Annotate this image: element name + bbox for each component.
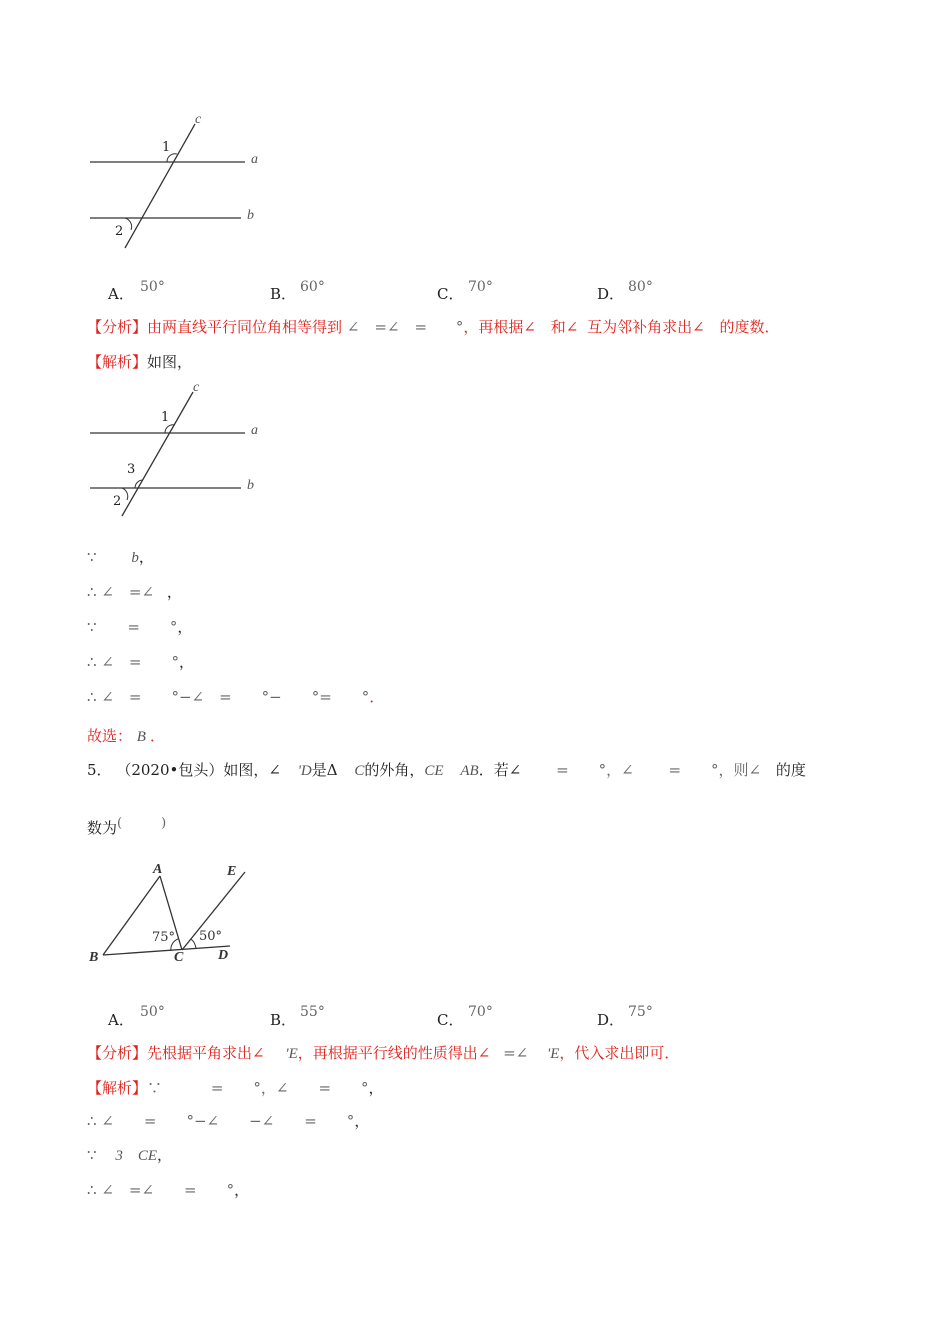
problem4-answer <box>87 725 165 746</box>
problem5-step-4 <box>87 1179 249 1200</box>
stem-equation-2: = °，则∠ <box>668 761 762 779</box>
solution-tag: 【解析】 <box>87 1079 148 1097</box>
analysis-text-2: ，再根据∠ <box>463 318 536 336</box>
analysis-text-3: ，代入求出即可． <box>559 1044 680 1062</box>
label-2: 2 <box>113 494 122 509</box>
step-tail: ， <box>138 548 154 566</box>
step-tail: ， <box>354 1112 370 1130</box>
label-b: b <box>247 478 254 493</box>
answer-tail: ． <box>149 727 165 745</box>
label-angle-50: 50° <box>199 929 223 944</box>
because-symbol: ∵ <box>147 1079 163 1097</box>
label-b: B <box>89 950 99 965</box>
problem5-step-2 <box>87 1110 369 1131</box>
label-a: A <box>153 862 163 877</box>
therefore-symbol: ∴ <box>87 653 97 671</box>
stem-triangle-c: C <box>354 763 365 779</box>
because-symbol: ∵ <box>87 618 97 636</box>
option-d-value: 80° <box>628 279 653 295</box>
problem4-step-5 <box>87 686 384 707</box>
option-a-label: A． <box>108 1011 134 1029</box>
option-c-value: 70° <box>468 279 493 295</box>
label-angle-75: 75° <box>152 930 176 945</box>
stem-ab: AB <box>460 763 479 779</box>
problem4-step-3 <box>87 616 192 637</box>
answer-value: B <box>136 729 146 745</box>
analysis-tag: 【分析】 <box>87 1044 148 1062</box>
label-a: a <box>251 152 258 167</box>
analysis-text-5: 的度数． <box>719 318 780 336</box>
problem5-step-1 <box>87 1077 384 1098</box>
angle-2-arc <box>122 488 128 500</box>
option-c-label: C． <box>437 285 464 303</box>
step-body: 3 CE <box>115 1148 157 1164</box>
because-symbol: ∵ <box>87 548 97 566</box>
problem-source: （2020•包头） <box>116 761 224 779</box>
answer-blank: ( ) <box>117 816 167 831</box>
line-c <box>125 124 195 248</box>
therefore-symbol: ∴ <box>87 1112 97 1130</box>
angle-50-arc <box>191 939 196 949</box>
problem5-analysis <box>87 1042 679 1063</box>
label-1: 1 <box>162 140 171 155</box>
stem-equation-1: = °，∠ <box>556 761 634 779</box>
analysis-equation: ∠ =∠ = <box>346 318 428 336</box>
stem-angle-d: 'D <box>297 763 312 779</box>
label-3: 3 <box>127 462 136 477</box>
problem4-solution-header <box>87 351 192 372</box>
label-c: C <box>174 950 184 965</box>
solution-tag: 【解析】 <box>87 353 148 371</box>
analysis-angle-e: 'E <box>285 1046 298 1062</box>
step-body: = °，∠ = ° <box>210 1079 369 1097</box>
option-c-value: 70° <box>468 1004 493 1020</box>
option-d-label: D． <box>597 285 625 303</box>
problem5-stem-line1 <box>87 759 806 780</box>
step-tail: ． <box>369 688 385 706</box>
parallel-lines-figure-1 <box>85 110 285 250</box>
problem4-step-2 <box>87 581 182 602</box>
label-2: 2 <box>115 224 124 239</box>
step-tail: ， <box>178 653 194 671</box>
analysis-text-4: 互为邻补角求出∠ <box>587 318 705 336</box>
problem4-analysis <box>87 316 779 337</box>
step-tail: ， <box>157 1146 173 1164</box>
analysis-text-1: 先根据平角求出∠ <box>147 1044 265 1062</box>
line-c <box>122 392 193 516</box>
step-tail: ， <box>166 583 182 601</box>
step-body: ∠ = °−∠ = °− °= ° <box>101 688 370 706</box>
therefore-symbol: ∴ <box>87 583 97 601</box>
label-d: D <box>218 948 229 963</box>
option-d-value: 75° <box>628 1004 653 1020</box>
therefore-symbol: ∴ <box>87 688 97 706</box>
angle-2-arc <box>125 218 132 230</box>
step-body: = ° <box>127 618 178 636</box>
step-body: ∠ =∠ <box>101 583 155 601</box>
problem5-step-3 <box>87 1144 172 1165</box>
option-d-label: D． <box>597 1011 625 1029</box>
label-e: E <box>227 864 237 879</box>
problem5-stem-line2 <box>87 812 166 838</box>
stem-text-4: ．若∠ <box>478 761 522 779</box>
analysis-angle-e-2: 'E <box>547 1046 560 1062</box>
stem-ce: CE <box>424 763 444 779</box>
analysis-degree: ° <box>455 318 464 336</box>
analysis-tag: 【分析】 <box>87 318 148 336</box>
option-b-label: B． <box>270 1011 297 1029</box>
option-b-label: B． <box>270 285 297 303</box>
step-tail: ， <box>177 618 193 636</box>
answer-label: 故选： <box>87 727 133 745</box>
option-c-label: C． <box>437 1011 464 1029</box>
option-a-value: 50° <box>140 1004 165 1020</box>
label-c: c <box>195 112 202 127</box>
label-1: 1 <box>161 410 170 425</box>
step-tail: ， <box>368 1079 384 1097</box>
step-body: b <box>131 550 139 566</box>
step-body: ∠ =∠ = ° <box>101 1181 235 1199</box>
stem-text-6: 数为 <box>87 819 118 837</box>
analysis-text-3: 和∠ <box>550 318 579 336</box>
label-b: b <box>247 208 254 223</box>
stem-text-3: 的外角， <box>364 761 425 779</box>
stem-text-1: 如图，∠ <box>223 761 281 779</box>
stem-text-2: 是Δ <box>311 761 338 779</box>
solution-intro: 如图， <box>147 353 193 371</box>
parallel-lines-figure-2 <box>85 378 285 518</box>
problem-number: 5． <box>87 761 112 779</box>
analysis-text-2: ，再根据平行线的性质得出∠ <box>297 1044 491 1062</box>
stem-text-5: 的度 <box>775 761 806 779</box>
option-a-value: 50° <box>140 279 165 295</box>
analysis-text-1: 由两直线平行同位角相等得到 <box>147 318 343 336</box>
label-c: c <box>193 380 200 395</box>
analysis-equation: =∠ <box>503 1044 529 1062</box>
step-body: ∠ = ° <box>101 653 179 671</box>
therefore-symbol: ∴ <box>87 1181 97 1199</box>
option-b-value: 55° <box>300 1004 325 1020</box>
problem4-step-4 <box>87 651 194 672</box>
label-a: a <box>251 423 258 438</box>
triangle-exterior-angle-figure <box>85 862 255 972</box>
problem4-step-1 <box>87 546 154 567</box>
option-b-value: 60° <box>300 279 325 295</box>
because-symbol: ∵ <box>87 1146 97 1164</box>
option-a-label: A． <box>108 285 134 303</box>
step-body: ∠ = °−∠ −∠ = ° <box>101 1112 355 1130</box>
segment-bd <box>103 946 230 955</box>
step-tail: ， <box>234 1181 250 1199</box>
